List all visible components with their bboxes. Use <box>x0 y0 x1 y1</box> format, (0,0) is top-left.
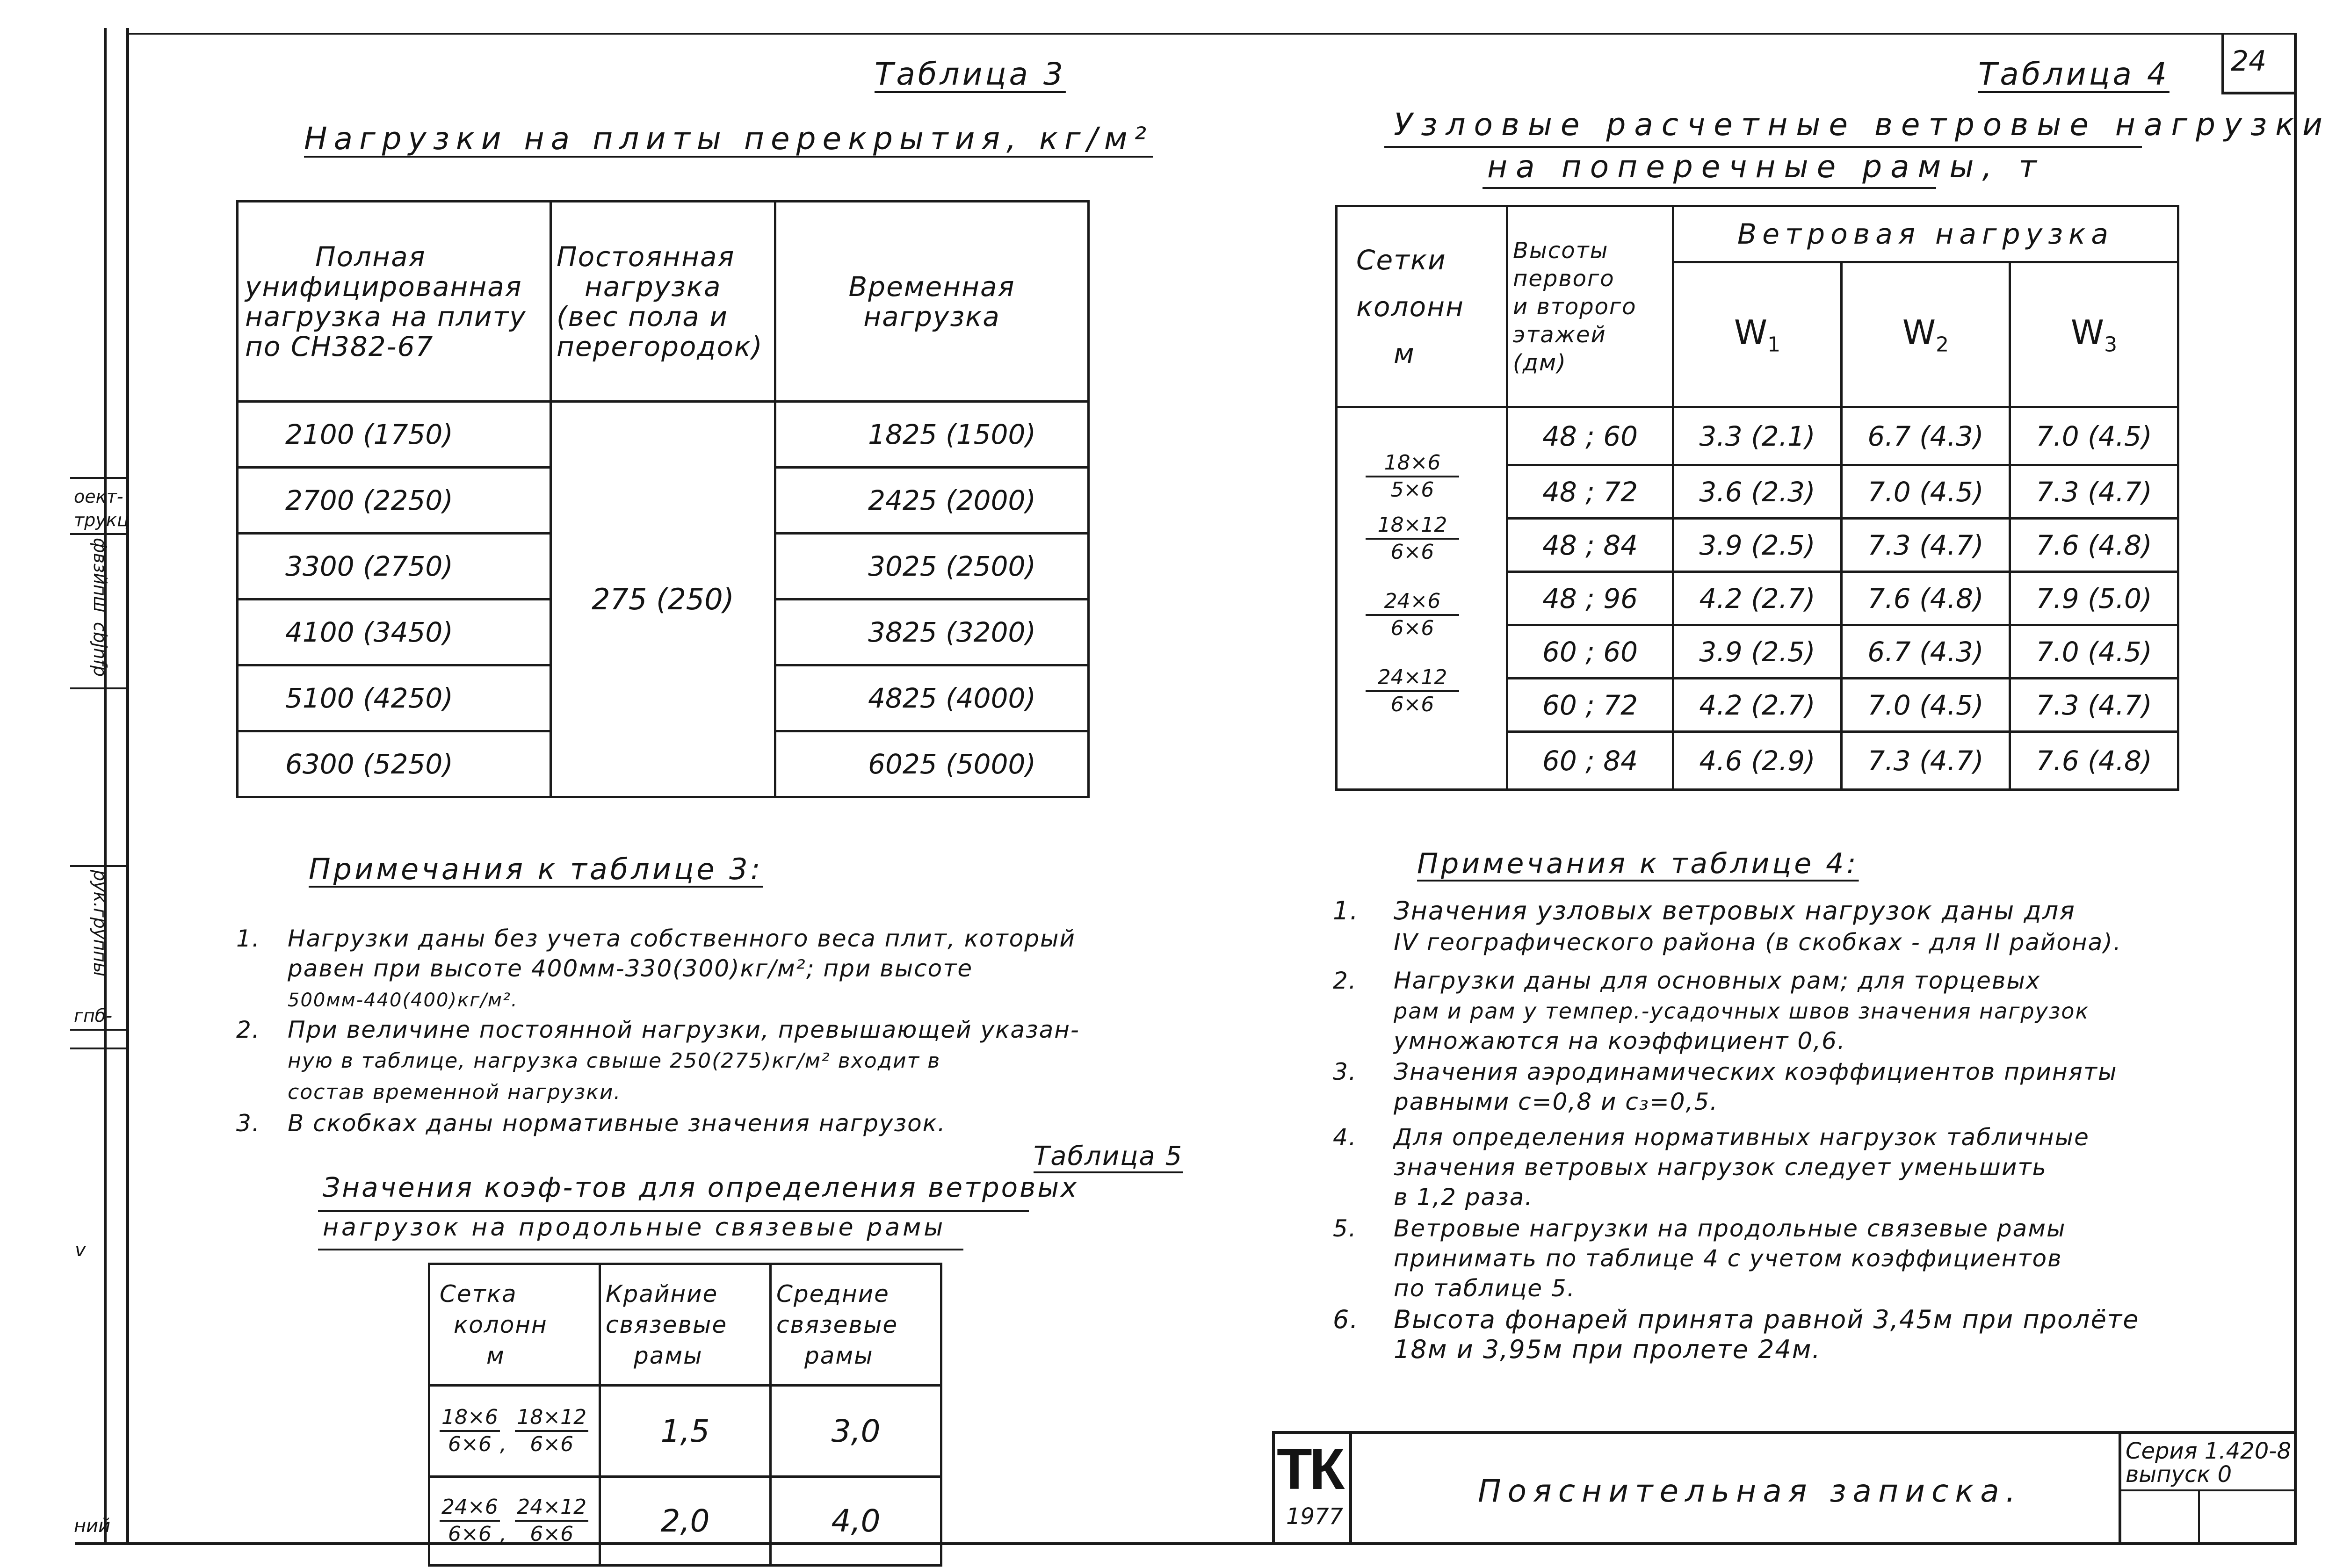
table4-title-line2: на поперечные рамы, т <box>1487 149 2045 185</box>
table5-title-underline-2 <box>318 1249 963 1250</box>
table3-row-1-temporary: 1825 (1500) <box>775 402 1089 468</box>
table3 <box>236 200 1090 798</box>
table4-header-height: Высоты первого и второго этажей (дм) <box>1507 206 1673 407</box>
strip-text-3: фвзйпш <box>90 538 110 613</box>
strip-text-6: гпб- <box>74 1005 112 1026</box>
left-border-outer <box>104 28 107 1543</box>
table4-row-3-height: 48 ; 84 <box>1507 519 1673 572</box>
table4-row-4-height: 48 ; 96 <box>1507 572 1673 625</box>
strip-line-1 <box>70 477 128 479</box>
table4-caption: Таблица 4 <box>1978 56 2170 92</box>
notes4-item-6: 6. Высота фонарей принята равной 3,45м при пролёте 18м и 3,95м при пролете 24м. <box>1333 1305 2140 1364</box>
table4-row-7-height: 60 ; 84 <box>1507 732 1673 790</box>
strip-line-6 <box>70 1048 128 1049</box>
table5-row-2-edge: 2,0 <box>600 1477 771 1566</box>
table4-header-w1: $W_1$ <box>1673 262 1842 407</box>
table4-grid-1: $\frac{18\times 6}{5\times 6}$ <box>1366 450 1459 503</box>
strip-text-4: cbjnfp <box>90 622 110 677</box>
stamp-series-vline <box>2198 1489 2200 1543</box>
table5-row-1-middle: 3,0 <box>771 1386 941 1477</box>
table5-caption: Таблица 5 <box>1034 1141 1183 1171</box>
stamp-left-line <box>1272 1431 1275 1543</box>
strip-text-1: оект- <box>74 486 123 507</box>
strip-text-2: трукц <box>74 510 129 530</box>
table3-row-5-full: 5100 (4250) <box>238 665 551 731</box>
stamp-title: Пояснительная записка. <box>1478 1473 2022 1509</box>
bottom-border <box>75 1542 2296 1545</box>
strip-line-5 <box>70 1029 128 1031</box>
table4-title-underline-2 <box>1483 187 1936 189</box>
table3-header-full: Полная унифицированная нагрузка на плиту по СН382-67 <box>238 202 551 402</box>
notes3-item-3: 3. В скобках даны нормативные значения нагрузок. <box>236 1110 946 1137</box>
table4-row-5-w2: 6.7 (4.3) <box>1842 625 2010 679</box>
table4-row-2-w3: 7.3 (4.7) <box>2010 465 2178 519</box>
table4-row-1-w2: 6.7 (4.3) <box>1842 407 2010 465</box>
strip-text-7: ний <box>74 1515 111 1537</box>
table4-row-3-w3: 7.6 (4.8) <box>2010 519 2178 572</box>
stamp-series-line1: Серия 1.420-8 <box>2126 1438 2292 1464</box>
table4-row-7-w2: 7.3 (4.7) <box>1842 732 2010 790</box>
table4-row-5-w1: 3.9 (2.5) <box>1673 625 1842 679</box>
table3-row-6-temporary: 6025 (5000) <box>775 731 1089 797</box>
table3-row-3-temporary: 3025 (2500) <box>775 534 1089 600</box>
table4-grid-2: $\frac{18\times 12}{6\times 6}$ <box>1366 513 1459 565</box>
stamp-year: 1977 <box>1286 1503 1344 1530</box>
stamp-series-divider <box>2119 1431 2121 1543</box>
page-number: 24 <box>2231 45 2267 78</box>
table3-row-3-full: 3300 (2750) <box>238 534 551 600</box>
table3-row-6-full: 6300 (5250) <box>238 731 551 797</box>
table5-header-edge: Крайние связевые рамы <box>600 1264 771 1386</box>
table3-caption: Таблица 3 <box>875 56 1066 92</box>
stamp-series-line2: выпуск 0 <box>2126 1461 2232 1488</box>
table4-row-4-w3: 7.9 (5.0) <box>2010 572 2178 625</box>
table5-row-1-grid: $\frac{18\times 6}{6\times 6}$, $\frac{18\times 12}{6\times 6}$ <box>429 1386 600 1477</box>
table5-title-line2: нагрузок на продольные связевые рамы <box>323 1214 946 1242</box>
table4-row-3-w1: 3.9 (2.5) <box>1673 519 1842 572</box>
table4-row-4-w1: 4.2 (2.7) <box>1673 572 1842 625</box>
notes4-item-5: 5. Ветровые нагрузки на продольные связевые рамы принимать по таблице 4 с учетом коэффициентов по таблице 5. <box>1333 1215 2066 1302</box>
stamp-logo-divider <box>1349 1431 1352 1543</box>
table3-header-constant: Постоянная нагрузка (вес пола и перегородок) <box>551 202 775 402</box>
table3-row-2-temporary: 2425 (2000) <box>775 468 1089 534</box>
strip-line-4 <box>70 865 128 867</box>
stamp-logo: ТК <box>1277 1437 1342 1502</box>
table4-grids-cell <box>1337 407 1507 790</box>
strip-text-8: v <box>75 1239 86 1261</box>
table4-row-1-w1: 3.3 (2.1) <box>1673 407 1842 465</box>
table5-row-1-edge: 1,5 <box>600 1386 771 1477</box>
table4-row-5-height: 60 ; 60 <box>1507 625 1673 679</box>
table4-row-6-w2: 7.0 (4.5) <box>1842 679 2010 732</box>
table4-row-1-w3: 7.0 (4.5) <box>2010 407 2178 465</box>
page-number-box-bottom <box>2221 92 2296 94</box>
table4-row-4-w2: 7.6 (4.8) <box>1842 572 2010 625</box>
table3-title: Нагрузки на плиты перекрытия, кг/м² <box>304 121 1153 157</box>
table5-title-underline-1 <box>318 1210 1029 1212</box>
notes4-item-3: 3. Значения аэродинамических коэффициентов приняты равными с=0,8 и с₃=0,5. <box>1333 1058 2118 1115</box>
table5-title-line1: Значения коэф-тов для определения ветровых <box>323 1171 1079 1203</box>
notes4-item-4: 4. Для определения нормативных нагрузок табличные значения ветровых нагрузок следует уменьшить в 1,2 раза. <box>1333 1124 2090 1211</box>
table4-row-2-w2: 7.0 (4.5) <box>1842 465 2010 519</box>
table3-row-2-full: 2700 (2250) <box>238 468 551 534</box>
table4-row-6-height: 60 ; 72 <box>1507 679 1673 732</box>
table3-row-1-full: 2100 (1750) <box>238 402 551 468</box>
notes3-item-1: 1. Нагрузки даны без учета собственного веса плит, который равен при высоте 400мм-330(300)кг/м²; при высоте 500мм-440(400)кг/м². <box>236 925 1076 1011</box>
table5-header-middle: Средние связевые рамы <box>771 1264 941 1386</box>
table3-header-temporary: Временная нагрузка <box>775 202 1089 402</box>
table4-row-6-w3: 7.3 (4.7) <box>2010 679 2178 732</box>
table4-row-7-w3: 7.6 (4.8) <box>2010 732 2178 790</box>
table4-grid-3: $\frac{24\times 6}{6\times 6}$ <box>1366 589 1459 641</box>
table4-row-5-w3: 7.0 (4.5) <box>2010 625 2178 679</box>
left-border-inner <box>126 28 129 1543</box>
notes4-item-2: 2. Нагрузки даны для основных рам; для торцевых рам и рам у темпер.-усадочных швов значения нагрузок умножаются на коэффициент 0,6. <box>1333 967 2090 1055</box>
table4-title-underline-1 <box>1384 146 2142 148</box>
page-number-box-left <box>2221 33 2224 94</box>
top-border <box>126 33 2296 35</box>
strip-line-3 <box>70 687 128 689</box>
table4-header-w2: $W_2$ <box>1842 262 2010 407</box>
table4-row-7-w1: 4.6 (2.9) <box>1673 732 1842 790</box>
strip-line-2 <box>70 533 128 535</box>
table3-row-4-full: 4100 (3450) <box>238 600 551 665</box>
table5-header-grid: Сетка колонн м <box>429 1264 600 1386</box>
table4-title-line1: Узловые расчетные ветровые нагрузки <box>1394 107 2331 143</box>
table5 <box>428 1263 942 1567</box>
notes3-item-2: 2. При величине постоянной нагрузки, превышающей указан- ную в таблице, нагрузка свыше 250(275)кг/м² входит в состав временной нагрузки. <box>236 1016 1080 1104</box>
strip-text-5: рук.группы <box>90 870 110 976</box>
table4-row-2-w1: 3.6 (2.3) <box>1673 465 1842 519</box>
stamp-series-hline <box>2119 1489 2296 1491</box>
table3-row-5-temporary: 4825 (4000) <box>775 665 1089 731</box>
table4-header-grid: Сетки колонн м <box>1337 206 1507 407</box>
table4-row-2-height: 48 ; 72 <box>1507 465 1673 519</box>
notes3-title: Примечания к таблице 3: <box>309 852 763 886</box>
table4-grid-4: $\frac{24\times 12}{6\times 6}$ <box>1366 665 1459 717</box>
table4-row-1-height: 48 ; 60 <box>1507 407 1673 465</box>
right-border <box>2294 33 2297 1545</box>
notes4-item-1: 1. Значения узловых ветровых нагрузок даны для IV географического района (в скобках - для II района). <box>1333 896 2122 956</box>
table4-header-wind: Ветровая нагрузка <box>1673 206 2178 262</box>
notes4-title: Примечания к таблице 4: <box>1417 847 1859 880</box>
table3-constant-value: 275 (250) <box>551 402 775 797</box>
table4-row-6-w1: 4.2 (2.7) <box>1673 679 1842 732</box>
table5-row-2-grid: $\frac{24\times 6}{6\times 6}$, $\frac{24\times 12}{6\times 6}$ <box>429 1477 600 1566</box>
table5-row-2-middle: 4,0 <box>771 1477 941 1566</box>
table4 <box>1335 205 2179 791</box>
table4-row-3-w2: 7.3 (4.7) <box>1842 519 2010 572</box>
stamp-top-line <box>1272 1431 2296 1434</box>
table4-header-w3: $W_3$ <box>2010 262 2178 407</box>
table3-row-4-temporary: 3825 (3200) <box>775 600 1089 665</box>
